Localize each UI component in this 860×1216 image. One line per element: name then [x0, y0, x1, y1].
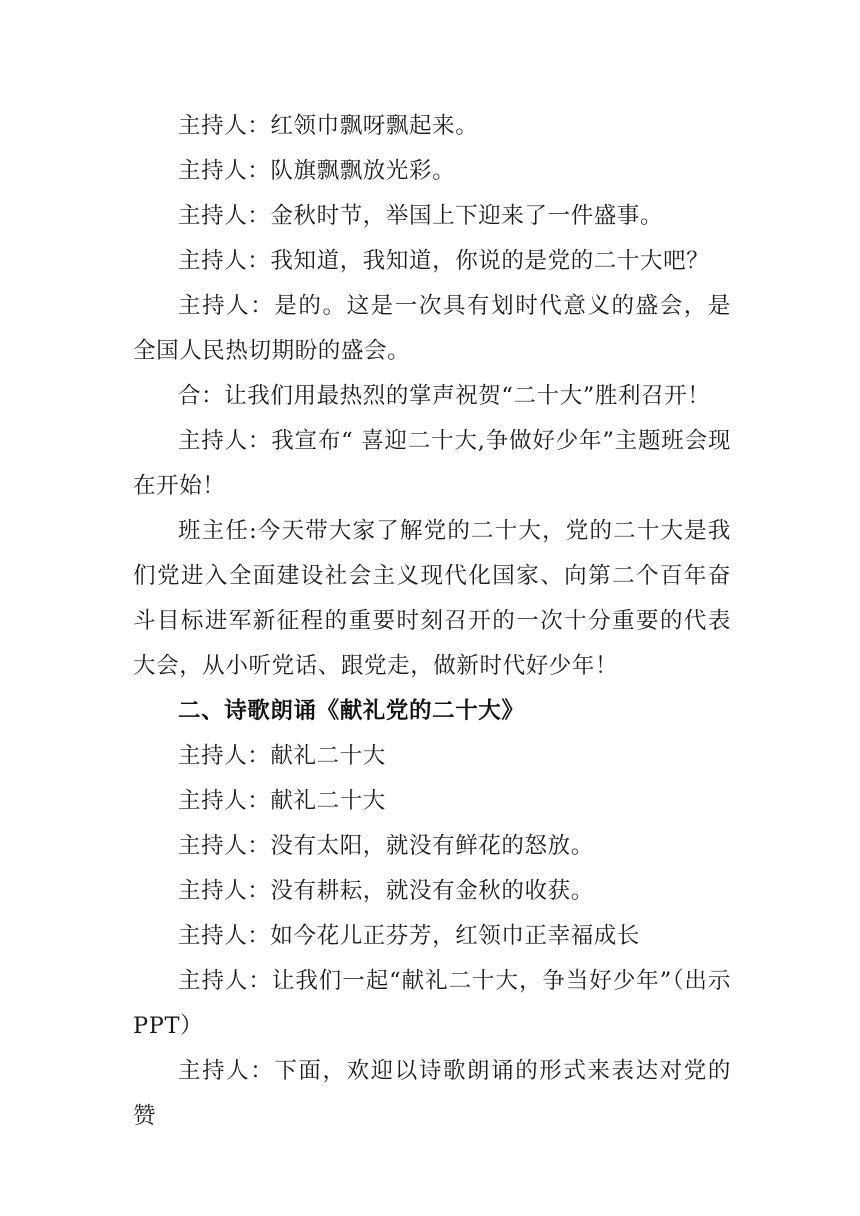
paragraph-host-line-7: 主持人：献礼二十大: [178, 788, 386, 814]
document-body: [133, 104, 731, 1139]
paragraph-host-line-8: 主持人：没有太阳，就没有鲜花的怒放。: [178, 833, 594, 859]
paragraph-host-line-1: 主持人：红领巾飘呀飘起来。: [178, 113, 479, 139]
paragraph-teacher-speech: 班主任:今天带大家了解党的二十大，党的二十大是我们党进入全面建设社会主义现代化国家、向第二个百年奋斗目标进军新征程的重要时刻召开的一次十分重要的代表大会，从小听党话、跟党走，做新时代好少年！: [133, 518, 731, 679]
paragraph-host-line-12: 主持人：下面，欢迎以诗歌朗诵的形式来表达对党的赞: [133, 1058, 731, 1129]
paragraph-host-line-3: 主持人：金秋时节，举国上下迎来了一件盛事。: [178, 203, 664, 229]
paragraph-host-line-9: 主持人：没有耕耘，就没有金秋的收获。: [178, 878, 594, 904]
paragraph-host-line-5: 主持人：是的。这是一次具有划时代意义的盛会，是全国人民热切期盼的盛会。: [133, 293, 731, 364]
paragraph-host-line-6: 主持人：献礼二十大: [178, 743, 386, 769]
paragraph-host-line-11: 主持人：让我们一起“献礼二十大，争当好少年”（出示 PPT）: [133, 968, 731, 1039]
paragraph-chorus: 合：让我们用最热烈的掌声祝贺“二十大”胜利召开！: [178, 383, 711, 409]
section-heading: 二、诗歌朗诵《献礼党的二十大》: [178, 698, 525, 724]
paragraph-host-line-10: 主持人：如今花儿正芬芳，红领巾正幸福成长: [178, 923, 641, 949]
paragraph-host-line-2: 主持人：队旗飘飘放光彩。: [178, 158, 456, 184]
paragraph-host-announcement: 主持人：我宣布“ 喜迎二十大,争做好少年”主题班会现在开始！: [133, 428, 731, 499]
paragraph-host-line-4: 主持人：我知道，我知道，你说的是党的二十大吧？: [178, 248, 710, 274]
